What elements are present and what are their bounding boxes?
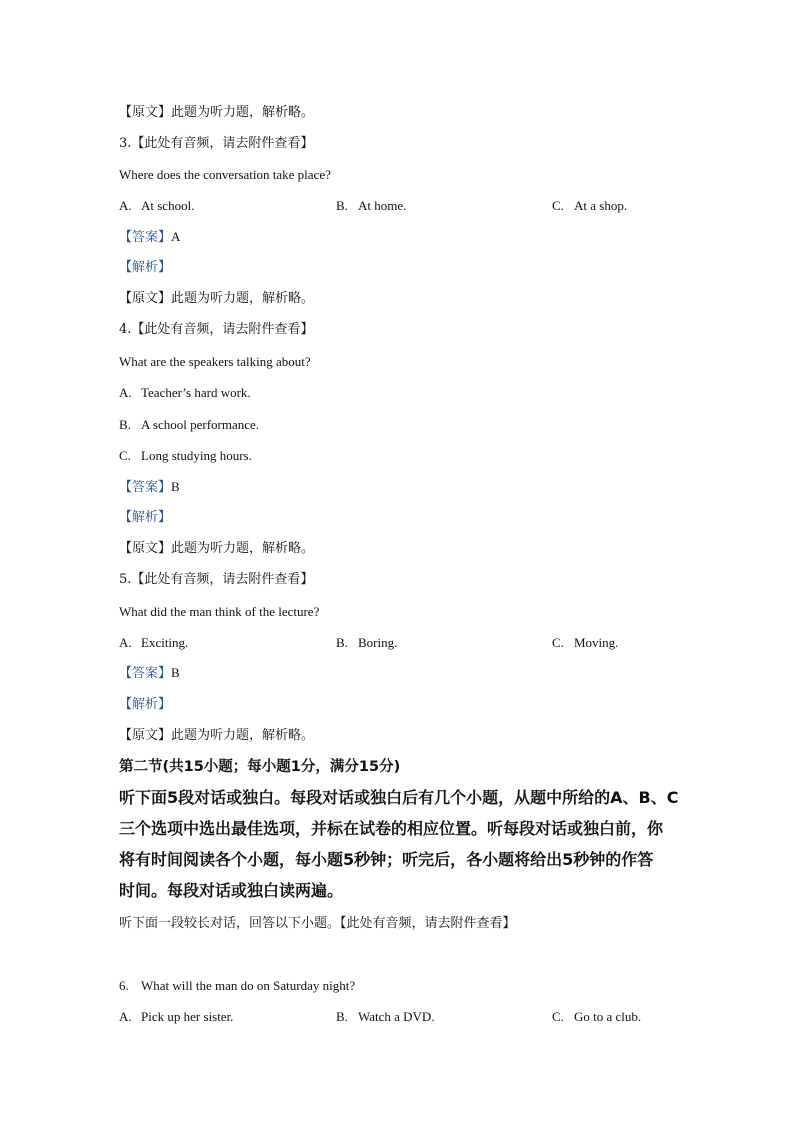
q5-yuanwen: 【原文】此题为听力题，解析略。 [119, 728, 315, 743]
q3-question: Where does the conversation take place? [119, 167, 331, 182]
q3-option-b: B. At home. [336, 198, 407, 213]
q6-option-c: C. Go to a club. [552, 1009, 642, 1024]
section2-instructions-line3: 将有时间阅读各个小题，每小题5秒钟；听完后，各小题将给出5秒钟的作答 [119, 850, 654, 869]
section2-instructions-line4: 时间。每段对话或独白读两遍。 [119, 881, 344, 900]
q4-yuanwen: 【原文】此题为听力题，解析略。 [119, 541, 315, 556]
q4-question: What are the speakers talking about? [119, 354, 311, 369]
q5-option-a: A. Exciting. [119, 635, 189, 650]
q6-option-b: B. Watch a DVD. [336, 1009, 435, 1024]
q3-answer: 【答案】A [119, 229, 181, 245]
q2-yuanwen: 【原文】此题为听力题，解析略。 [119, 105, 315, 120]
q5-answer: 【答案】B [119, 665, 180, 681]
section2-instructions-line2: 三个选项中选出最佳选项，并标在试卷的相应位置。听每段对话或独白前，你 [119, 819, 664, 838]
q3-option-a: A. At school. [119, 198, 195, 213]
q3-option-c: C. At a shop. [552, 198, 628, 213]
q5-question: What did the man think of the lecture? [119, 604, 320, 619]
q4-header: 4.【此处有音频，请去附件查看】 [119, 322, 314, 337]
q4-answer: 【答案】B [119, 479, 180, 495]
section2-intro: 听下面一段较长对话，回答以下小题。【此处有音频，请去附件查看】 [119, 916, 516, 931]
q4-jiexi: 【解析】 [119, 510, 172, 525]
q3-jiexi: 【解析】 [119, 260, 172, 275]
q3-header: 3.【此处有音频，请去附件查看】 [119, 136, 314, 151]
q6-question: 6. What will the man do on Saturday night? [119, 978, 356, 993]
q5-header: 5.【此处有音频，请去附件查看】 [119, 572, 314, 587]
q5-option-c: C. Moving. [552, 635, 619, 650]
q3-yuanwen: 【原文】此题为听力题，解析略。 [119, 291, 315, 306]
q5-option-b: B. Boring. [336, 635, 398, 650]
q4-option-b: B. A school performance. [119, 417, 260, 432]
q4-option-a: A. Teacher’s hard work. [119, 385, 251, 400]
q6-option-a: A. Pick up her sister. [119, 1009, 234, 1024]
q5-jiexi: 【解析】 [119, 697, 172, 712]
section2-title: 第二节(共15小题；每小题1分，满分15分) [119, 759, 401, 775]
section2-instructions-line1: 听下面5段对话或独白。每段对话或独白后有几个小题，从题中所给的A、B、C [119, 788, 679, 807]
q4-option-c: C. Long studying hours. [119, 448, 252, 463]
